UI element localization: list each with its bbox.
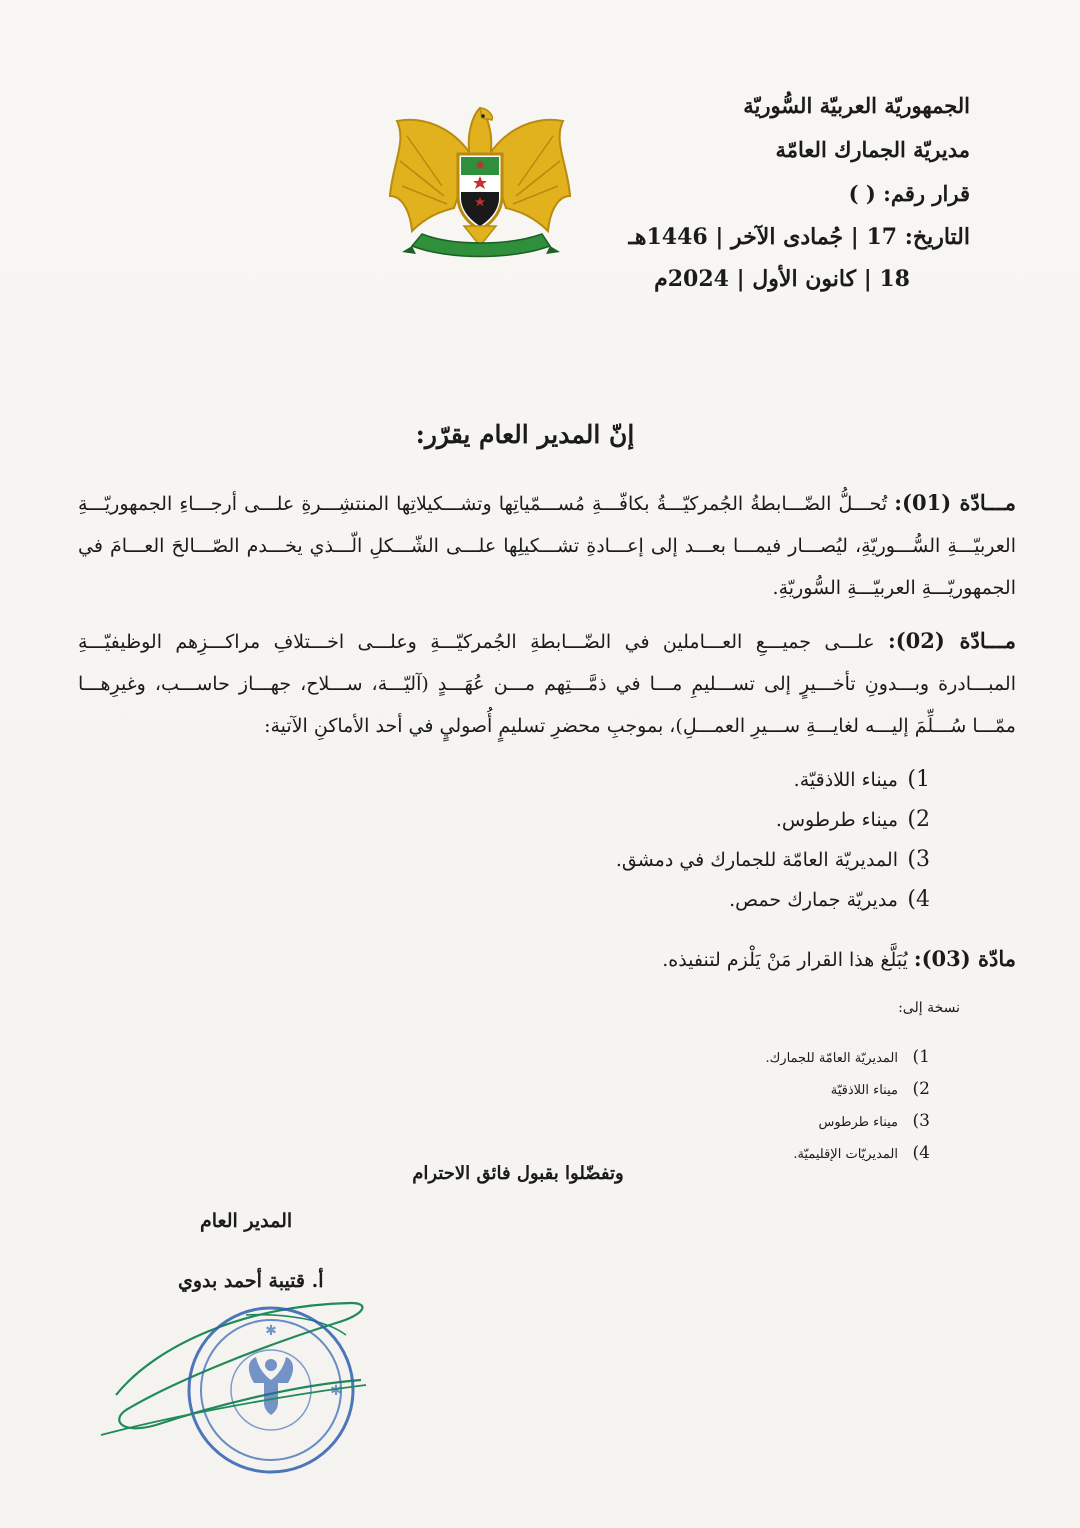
- eagle-emblem-icon: [382, 96, 578, 266]
- article-2-text: علـــى جميـــعِ العـــاملين في الضّـــابطةِ الجُمركيّـــةِ وعلـــى اخـــتلافِ مراكـــزِهم الوظيفيّـــةِ المبـــادرة وبـــدونِ تأخـــيرٍ إلى تســـليمِ مـــا في ذمَّـــتِهم مـــن عُهَـــدٍ (آليّـــة، ســـلاح، جهـــاز حاســـب، وغيرِهـــا ممّـــا سُـــلِّمَ إليـــه لغايـــةِ ســـيرِ العمـــلِ)، بموجبِ محضرِ تسليمٍ أُصوليٍ في أحد الأماكنِ الآتية:: [78, 631, 1016, 737]
- letterhead: [540, 84, 970, 300]
- list-item: 4)مديريّة جمارك حمص.: [729, 887, 930, 912]
- date-gregorian: 18 | كانون الأول | 2024م: [654, 266, 910, 292]
- article-1-text: تُحـــلُّ الضّـــابطةُ الجُمركيّـــةُ بكافّـــةِ مُســـمّياتِها وتشـــكيلاتِها المنتشِـــرةِ علـــى أرجـــاءِ الجمهوريّـــةِ العربيّـــةِ السُّـــوريّةِ، ليُصـــار فيمـــا بعـــد إلى إعـــادةِ تشـــكيلِها علـــى الشّـــكلِ الّـــذي يخـــدم الصّـــالحَ العـــامَ في الجمهوريّـــةِ العربيّـــةِ السُّوريّةِ.: [78, 493, 1016, 599]
- list-item: 1)المديريّة العامّة للجمارك.: [765, 1047, 930, 1067]
- article-1-label: مـــادّة (01):: [894, 490, 1016, 515]
- decision-number: قرار رقم: ( ): [848, 181, 970, 206]
- closing-line: وتفضّلوا بقبول فائق الاحترام: [412, 1163, 624, 1184]
- article-2-label: مـــادّة (02):: [887, 628, 1016, 653]
- article-3-label: مادّة (03):: [913, 946, 1016, 971]
- list-item: 4)المديريّات الإقليميّة.: [793, 1143, 930, 1163]
- date-hijri: التاريخ: 17 | جُمادى الآخر | 1446هـ: [628, 224, 970, 250]
- article-2: [78, 620, 1016, 747]
- official-stamp-icon: [96, 1285, 396, 1495]
- list-item: 3)ميناء طرطوس: [818, 1111, 930, 1131]
- svg-text:✱: ✱: [330, 1383, 342, 1399]
- article-1: [78, 482, 1016, 609]
- directorate-name: مديريّة الجمارك العامّة: [775, 137, 970, 162]
- list-item: 1)ميناء اللاذقيّة.: [793, 767, 930, 792]
- svg-text:✱: ✱: [265, 1323, 277, 1339]
- locations-list: [616, 760, 930, 920]
- signatory-name: أ. قتيبة أحمد بدوي: [178, 1270, 324, 1292]
- article-3: [78, 938, 1016, 981]
- signatory-title: المدير العام: [200, 1210, 293, 1232]
- decree-title: إنّ المدير العام يقرّر:: [415, 420, 635, 449]
- copies-label: نسخة إلى:: [898, 1000, 960, 1016]
- republic-name: الجمهوريّة العربيّة السُّوريّة: [743, 93, 970, 118]
- list-item: 2)ميناء طرطوس.: [775, 807, 930, 832]
- article-3-text: يُبَلَّغ هذا القرار مَنْ يَلْزم لتنفيذه.: [662, 949, 908, 971]
- copies-list: [765, 1042, 930, 1170]
- list-item: 3)المديريّة العامّة للجمارك في دمشق.: [615, 847, 930, 872]
- list-item: 2)ميناء اللاذقيّة: [830, 1079, 930, 1099]
